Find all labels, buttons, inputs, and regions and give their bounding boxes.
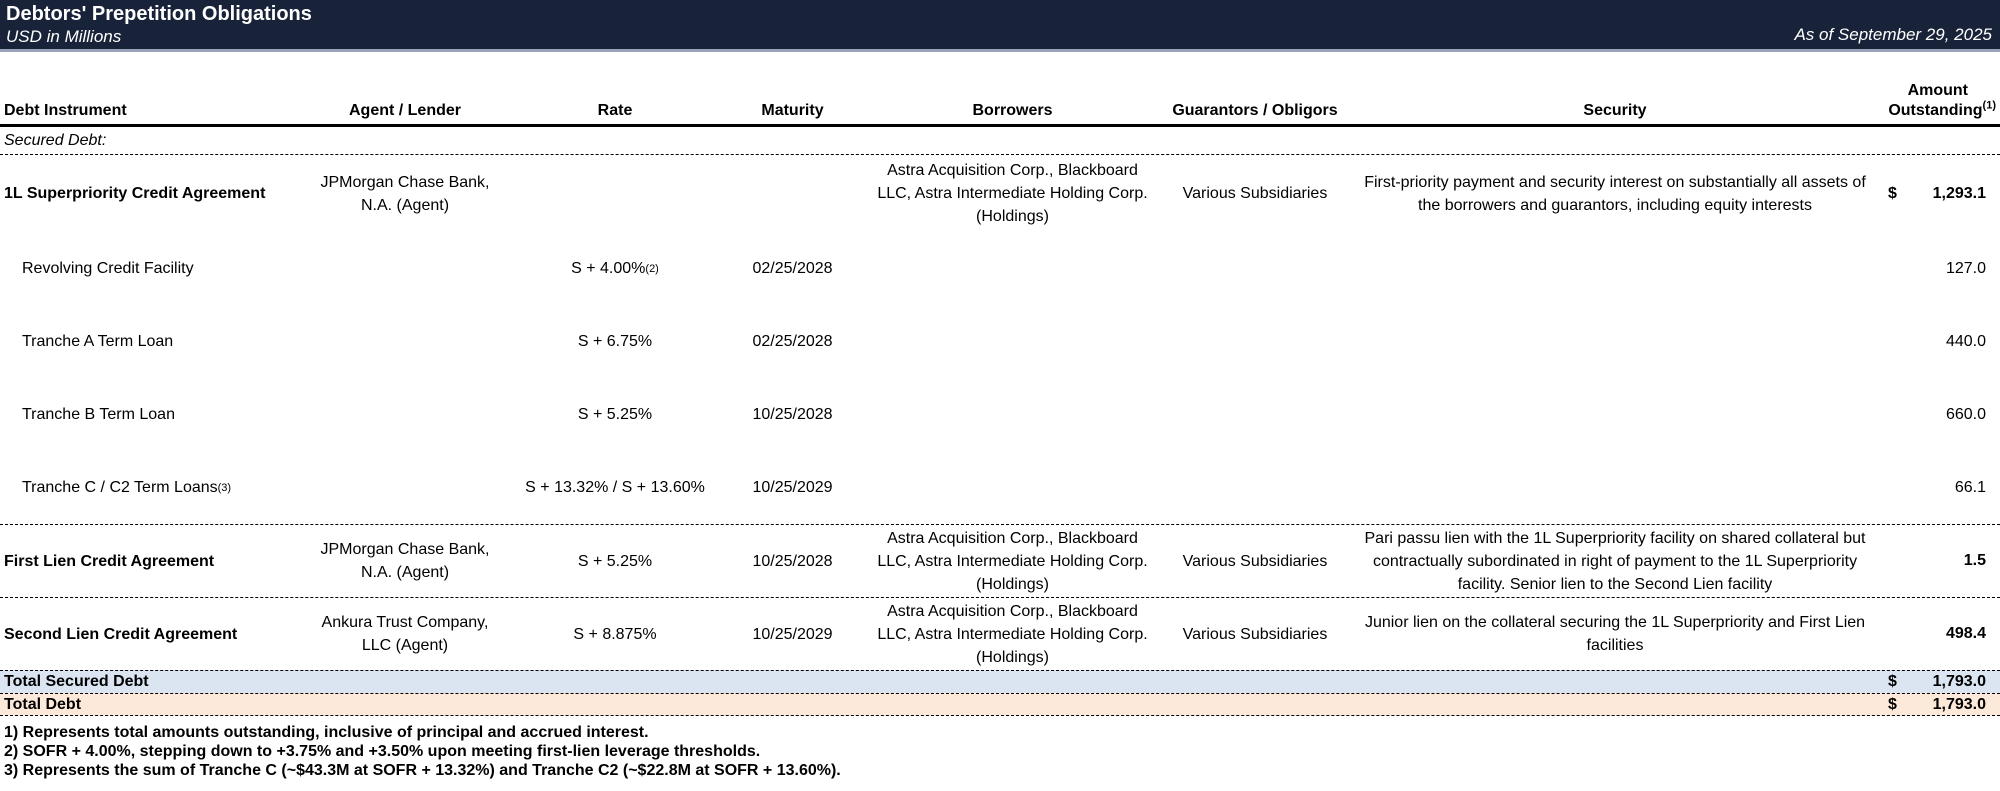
- cell-amount: [1880, 232, 2000, 305]
- cell-maturity: 02/25/2028: [752, 260, 833, 277]
- table-row-first-lien: [0, 524, 2000, 597]
- cell-security: First-priority payment and security interest on substantially all assets of the borrowers and guarantors, including equity interests: [1364, 173, 1866, 214]
- cell-maturity: 10/25/2029: [752, 479, 833, 496]
- cell-agent-lender: Ankura Trust Company, LLC (Agent): [321, 614, 489, 654]
- cell-agent-lender: JPMorgan Chase Bank, N.A. (Agent): [320, 173, 490, 214]
- cell-rate: S + 5.25%: [577, 552, 653, 570]
- total-label: Total Secured Debt: [4, 673, 149, 690]
- cell-maturity: 02/25/2028: [752, 333, 833, 350]
- cell-amount: [1880, 155, 2000, 232]
- cell-agent-lender: [300, 451, 510, 524]
- cell-security: Junior lien on the collateral securing the 1L Superpriority and First Lien facilities: [1364, 614, 1866, 654]
- total-secured-debt-row: [0, 670, 2000, 693]
- footnote-ref-1: (1): [1982, 99, 1996, 112]
- cell-debt-instrument: Tranche B Term Loan: [22, 406, 175, 423]
- cell-borrowers: Astra Acquisition Corp., Blackboard LLC, Astra Intermediate Holding Corp. (Holdings): [877, 529, 1148, 593]
- amount-header-line1: Amount: [1907, 82, 1968, 99]
- as-of-date: As of September 29, 2025: [1794, 25, 1992, 44]
- amount-value: 1,293.1: [1932, 184, 1986, 202]
- cell-rate: S + 8.875%: [573, 625, 657, 643]
- cell-rate: S + 6.75%: [577, 333, 653, 350]
- col-header-rate: Rate: [597, 102, 633, 119]
- cell-debt-instrument: First Lien Credit Agreement: [4, 552, 215, 570]
- cell-borrowers: [865, 451, 1160, 524]
- col-header-security: Security: [1583, 102, 1647, 119]
- table-row-tranche-c-c2-term-loans: [0, 451, 2000, 524]
- cell-borrowers: Astra Acquisition Corp., Blackboard LLC, Astra Intermediate Holding Corp. (Holdings): [877, 162, 1148, 225]
- cell-security: [1350, 378, 1880, 451]
- cell-guarantors: Various Subsidiaries: [1182, 625, 1328, 643]
- col-header-guarantors-obligors: Guarantors / Obligors: [1172, 102, 1338, 119]
- title-bar: [0, 0, 2000, 52]
- cell-security: Pari passu lien with the 1L Superpriority facility on shared collateral but contractually subordinated in right of payment to the 1L Superpriority facility. Senior lien to the Second Lien facility: [1364, 529, 1866, 593]
- cell-debt-instrument: Tranche A Term Loan: [22, 333, 174, 350]
- total-debt-row: [0, 693, 2000, 716]
- amount-value: 498.4: [1945, 625, 1986, 642]
- currency-symbol: $: [1888, 184, 1897, 202]
- amount-value: 1,793.0: [1932, 696, 1986, 713]
- amount-value: 127.0: [1945, 259, 1986, 277]
- cell-amount: [1880, 451, 2000, 524]
- column-header-row: [0, 52, 2000, 127]
- cell-security: [1350, 451, 1880, 524]
- cell-security: [1350, 232, 1880, 305]
- cell-amount: [1880, 525, 2000, 597]
- cell-agent-lender: [300, 378, 510, 451]
- cell-guarantors: [1160, 451, 1350, 524]
- cell-rate: [510, 155, 720, 232]
- cell-agent-lender: [300, 305, 510, 378]
- cell-guarantors: Various Subsidiaries: [1182, 185, 1328, 202]
- cell-amount: [1880, 378, 2000, 451]
- cell-debt-instrument: Second Lien Credit Agreement: [4, 625, 238, 643]
- cell-amount: [1880, 694, 2000, 716]
- total-label: Total Debt: [4, 696, 82, 713]
- cell-borrowers: [865, 305, 1160, 378]
- cell-agent-lender: JPMorgan Chase Bank, N.A. (Agent): [320, 541, 490, 581]
- amount-value: 440.0: [1945, 332, 1986, 350]
- cell-amount: [1880, 598, 2000, 670]
- cell-debt-instrument: Tranche C / C2 Term Loans (3): [22, 479, 232, 496]
- cell-rate: S + 13.32% / S + 13.60%: [525, 479, 705, 496]
- cell-guarantors: [1160, 305, 1350, 378]
- amount-value: 1.5: [1963, 552, 1986, 569]
- cell-security: [1350, 305, 1880, 378]
- currency-symbol: $: [1888, 696, 1897, 713]
- cell-debt-instrument: 1L Superpriority Credit Agreement: [4, 185, 266, 202]
- table-row-revolving-credit-facility: [0, 232, 2000, 305]
- footnote-2: 2) SOFR + 4.00%, stepping down to +3.75% and +3.50% upon meeting first-lien leverage thresholds.: [4, 743, 761, 760]
- cell-debt-instrument: Revolving Credit Facility: [22, 260, 194, 277]
- cell-maturity: 10/25/2028: [752, 406, 833, 423]
- cell-maturity: 10/25/2028: [752, 552, 833, 570]
- cell-guarantors: Various Subsidiaries: [1182, 552, 1328, 570]
- page-subtitle: USD in Millions: [6, 27, 122, 46]
- section-label-secured-debt: Secured Debt:: [0, 127, 2000, 155]
- amount-header-line2: Outstanding$^{(1)}$: [1888, 99, 1996, 119]
- table-row-1l-superpriority: [0, 155, 2000, 232]
- col-header-maturity: Maturity: [761, 102, 824, 119]
- table-row-tranche-b-term-loan: [0, 378, 2000, 451]
- page-title: Debtors' Prepetition Obligations: [6, 3, 312, 25]
- cell-borrowers: [865, 232, 1160, 305]
- col-header-amount-outstanding: [1880, 81, 2000, 124]
- cell-rate: S + 5.25%: [577, 406, 653, 423]
- table-row-second-lien: [0, 597, 2000, 670]
- col-header-borrowers: Borrowers: [972, 102, 1053, 119]
- currency-symbol: $: [1888, 673, 1897, 690]
- cell-maturity: 10/25/2029: [752, 625, 833, 643]
- col-header-debt-instrument: Debt Instrument: [4, 102, 127, 119]
- cell-borrowers: Astra Acquisition Corp., Blackboard LLC, Astra Intermediate Holding Corp. (Holdings): [877, 602, 1148, 666]
- cell-borrowers: [865, 378, 1160, 451]
- cell-guarantors: [1160, 232, 1350, 305]
- cell-guarantors: [1160, 378, 1350, 451]
- cell-agent-lender: [300, 232, 510, 305]
- col-header-agent-lender: Agent / Lender: [348, 102, 461, 119]
- amount-value: 660.0: [1945, 405, 1986, 423]
- amount-value: 66.1: [1954, 478, 1986, 496]
- cell-amount: [1880, 671, 2000, 693]
- cell-amount: [1880, 305, 2000, 378]
- footnote-1: 1) Represents total amounts outstanding, inclusive of principal and accrued interest.: [4, 724, 649, 741]
- cell-maturity: [720, 155, 865, 232]
- cell-rate: S + 4.00% (2): [571, 260, 659, 277]
- footnote-3: 3) Represents the sum of Tranche C (~$43.3M at SOFR + 13.32%) and Tranche C2 (~$22.8M at SOFR + 13.60%).: [4, 762, 841, 779]
- amount-value: 1,793.0: [1932, 673, 1986, 690]
- table-row-tranche-a-term-loan: [0, 305, 2000, 378]
- footnotes: [0, 716, 2000, 780]
